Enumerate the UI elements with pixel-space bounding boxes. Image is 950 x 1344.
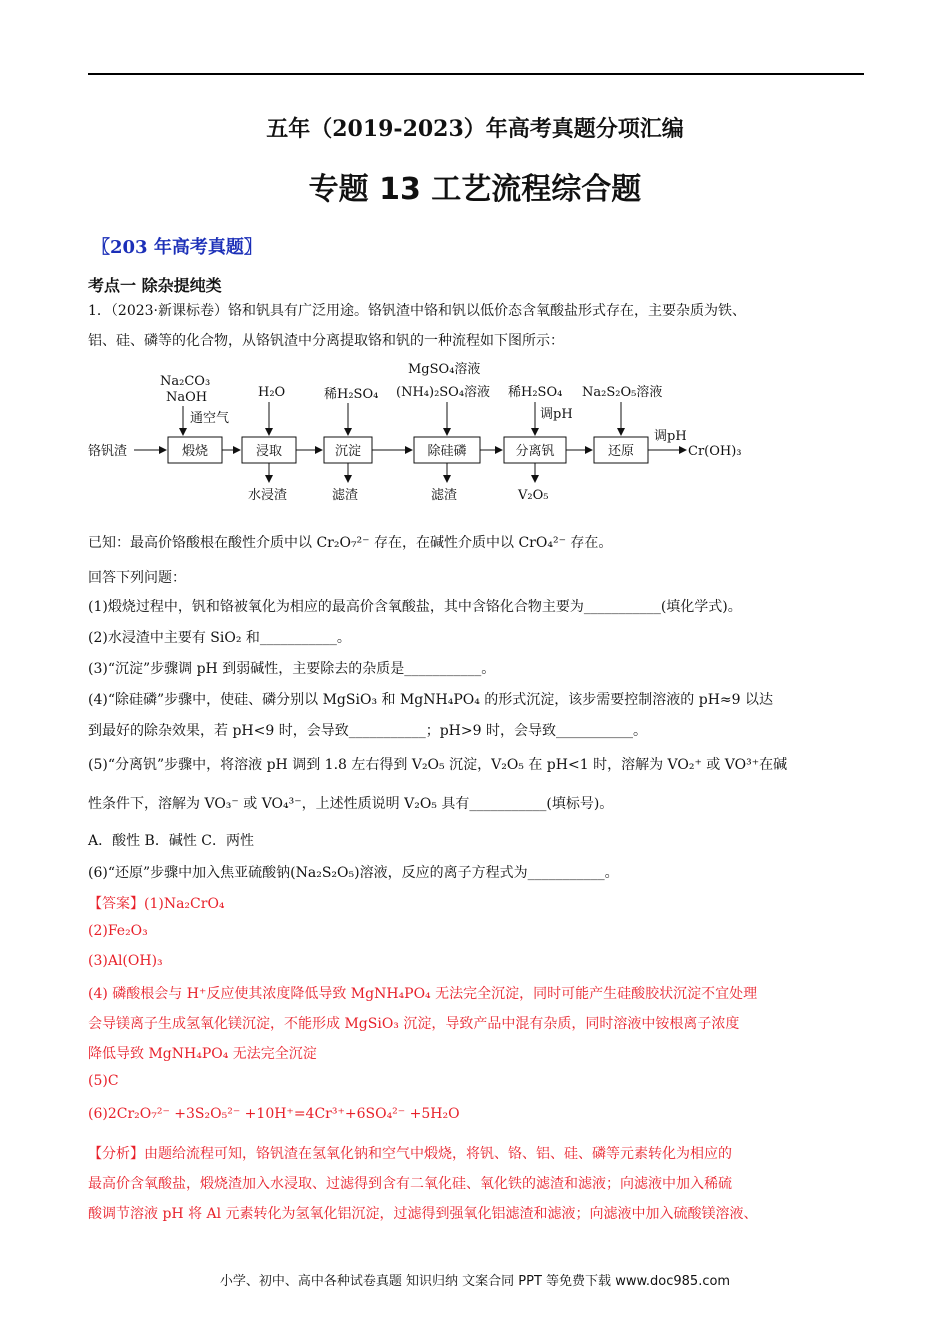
flow-output-filter-residue-2: 滤渣 — [431, 488, 458, 503]
flow-input-na2s2o5: Na₂S₂O₅溶液 — [582, 385, 663, 400]
flow-step-separate-v: 分离钒 — [515, 444, 555, 459]
question-5-line-1: (5)“分离钒”步骤中，将溶液 pH 调到 1.8 左右得到 V₂O₅ 沉淀，V₂O₅ 在 pH<1 时，溶解为 VO₂⁺ 或 VO³⁺在碱 — [88, 757, 788, 773]
answer-3: (3)Al(OH)₃ — [88, 953, 163, 969]
question-4-line-2: 到最好的除杂效果，若 pH<9 时，会导致___________；pH>9 时，会导致___________。 — [88, 723, 647, 739]
flow-step-reduce: 还原 — [607, 444, 635, 459]
answer-6: (6)2Cr₂O₇²⁻ +3S₂O₅²⁻ +10H⁺=4Cr³⁺+6SO₄²⁻ +5H₂O — [88, 1106, 460, 1122]
process-flowchart — [88, 358, 768, 508]
formula-cro4: CrO₄²⁻ — [518, 535, 566, 551]
answer-prompt: 回答下列问题： — [88, 570, 186, 586]
flow-step-precipitate: 沉淀 — [334, 444, 362, 459]
topic-title: 专题 13 工艺流程综合题 — [308, 172, 642, 207]
answer-4-line-1: (4) 磷酸根会与 H⁺反应使其浓度降低导致 MgNH₄PO₄ 无法完全沉淀，同时可能产生硅酸胶状沉淀不宜处理 — [88, 986, 758, 1002]
flow-input-mgso4: MgSO₄溶液 — [408, 362, 481, 377]
question-3: (3)“沉淀”步骤调 pH 到弱碱性，主要除去的杂质是___________。 — [88, 661, 496, 677]
question-1: (1)煅烧过程中，钒和铬被氧化为相应的最高价含氧酸盐，其中含铬化合物主要为___________(填化学式)。 — [88, 599, 742, 615]
series-title: 五年（2019-2023）年高考真题分项汇编 — [266, 116, 684, 142]
section-heading: 〖203 年高考真题〗 — [92, 237, 262, 258]
answer-2: (2)Fe₂O₃ — [88, 923, 148, 939]
flow-input-h2o: H₂O — [258, 385, 286, 400]
flow-output-leach-residue: 水浸渣 — [248, 488, 288, 503]
flow-step-calcine: 煅烧 — [181, 444, 209, 459]
flow-output-v2o5: V₂O₅ — [518, 488, 549, 503]
question-4-line-1: (4)“除硅磷”步骤中，使硅、磷分别以 MgSiO₃ 和 MgNH₄PO₄ 的形式沉淀，该步需要控制溶液的 pH≈9 以达 — [88, 692, 773, 708]
flow-input-dilute-h2so4-2: 稀H₂SO₄ — [508, 385, 563, 400]
known-mid: 存在，在碱性介质中以 — [374, 535, 515, 551]
top-rule — [88, 73, 864, 75]
known-suffix: 存在。 — [570, 535, 613, 551]
question-6: (6)“还原”步骤中加入焦亚硫酸钠(Na₂S₂O₅)溶液，反应的离子方程式为___________。 — [88, 865, 619, 881]
flow-input-air: 通空气 — [190, 411, 230, 426]
flow-input-dilute-h2so4-1: 稀H₂SO₄ — [324, 387, 379, 402]
flow-end-product: Cr(OH)₃ — [688, 444, 742, 459]
flow-step-leach: 浸取 — [255, 444, 283, 459]
footer-text: 小学、初中、高中各种试卷真题 知识归纳 文案合同 PPT 等免费下载 www.doc985.com — [219, 1274, 731, 1289]
known-line — [88, 532, 612, 552]
flow-input-naoh: NaOH — [166, 390, 208, 405]
answer-5: (5)C — [88, 1073, 119, 1089]
flow-step-desilicate: 除硅磷 — [427, 444, 467, 459]
answer-1: 【答案】(1)Na₂CrO₄ — [88, 896, 225, 912]
flow-input-na2co3: Na₂CO₃ — [160, 374, 211, 389]
analysis-line-1: 【分析】由题给流程可知，铬钒渣在氢氧化钠和空气中煅烧，将钒、铬、铝、硅、磷等元素转化为相应的 — [88, 1146, 732, 1162]
flow-input-nh4so4: (NH₄)₂SO₄溶液 — [396, 385, 491, 400]
analysis-line-3: 酸调节溶液 pH 将 Al 元素转化为氢氧化铝沉淀，过滤得到强氧化铝滤渣和滤液；向滤液中加入硫酸镁溶液、 — [88, 1206, 758, 1222]
analysis-line-2: 最高价含氧酸盐，煅烧渣加入水浸取、过滤得到含有二氧化硅、氧化铁的滤渣和滤液；向滤液中加入稀硫 — [88, 1176, 732, 1192]
flow-output-filter-residue-1: 滤渣 — [332, 488, 359, 503]
question-5-options: A．酸性 B．碱性 C．两性 — [88, 833, 255, 849]
formula-cr2o7: Cr₂O₇²⁻ — [316, 535, 370, 551]
flow-input-adjust-ph-1: 调pH — [540, 407, 573, 422]
question-intro-line-1: 1．（2023·新课标卷）铬和钒具有广泛用途。铬钒渣中铬和钒以低价态含氧酸盐形式存在，主要杂质为铁、 — [88, 303, 746, 319]
answer-4-line-2: 会导镁离子生成氢氧化镁沉淀，不能形成 MgSiO₃ 沉淀，导致产品中混有杂质，同时溶液中铵根离子浓度 — [88, 1016, 740, 1032]
question-intro-line-2: 铝、硅、磷等的化合物，从铬钒渣中分离提取铬和钒的一种流程如下图所示： — [88, 333, 564, 349]
known-prefix: 已知：最高价铬酸根在酸性介质中以 — [88, 535, 312, 551]
flow-input-adjust-ph-2: 调pH — [654, 429, 687, 444]
question-5-line-2: 性条件下，溶解为 VO₃⁻ 或 VO₄³⁻，上述性质说明 V₂O₅ 具有___________(填标号)。 — [88, 796, 614, 812]
question-2: (2)水浸渣中主要有 SiO₂ 和___________。 — [88, 630, 351, 646]
answer-4-line-3: 降低导致 MgNH₄PO₄ 无法完全沉淀 — [88, 1046, 317, 1062]
flow-start: 铬钒渣 — [88, 444, 128, 459]
kaodian-heading: 考点一 除杂提纯类 — [88, 276, 222, 295]
